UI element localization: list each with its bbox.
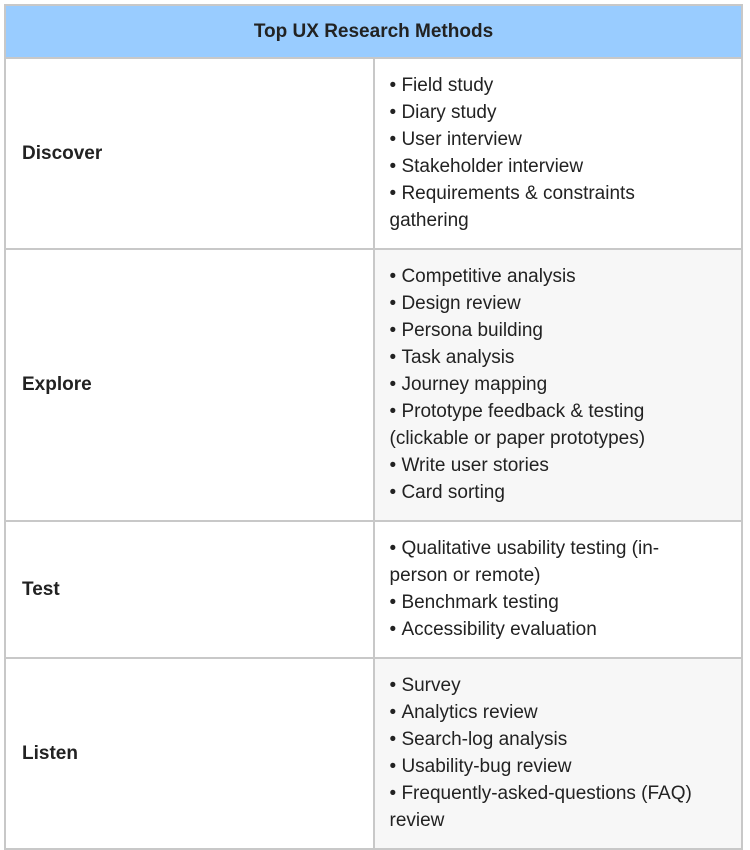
- table-title: Top UX Research Methods: [5, 5, 742, 58]
- methods-list: [374, 249, 743, 521]
- method-item: • Card sorting: [390, 479, 702, 506]
- table-header-row: [5, 5, 742, 58]
- methods-list: [374, 521, 743, 658]
- method-item: • Survey: [390, 672, 702, 699]
- stage-label: Listen: [5, 658, 374, 849]
- stage-label: Discover: [5, 58, 374, 249]
- method-item: • Stakeholder interview: [390, 153, 702, 180]
- method-item: • Usability-bug review: [390, 753, 702, 780]
- method-item: • Field study: [390, 72, 702, 99]
- stage-row-discover: [5, 58, 742, 249]
- methods-list: [374, 658, 743, 849]
- stage-row-explore: [5, 249, 742, 521]
- method-item: • User interview: [390, 126, 702, 153]
- method-item: • Task analysis: [390, 344, 702, 371]
- method-item: • Accessibility evaluation: [390, 616, 702, 643]
- stage-label: Explore: [5, 249, 374, 521]
- method-item: • Diary study: [390, 99, 702, 126]
- method-item: • Frequently-asked-questions (FAQ) review: [390, 780, 702, 834]
- method-item: • Analytics review: [390, 699, 702, 726]
- method-item: • Prototype feedback & testing (clickable or paper prototypes): [390, 398, 702, 452]
- method-item: • Requirements & constraints gathering: [390, 180, 702, 234]
- method-item: • Design review: [390, 290, 702, 317]
- method-item: • Search-log analysis: [390, 726, 702, 753]
- method-item: • Journey mapping: [390, 371, 702, 398]
- ux-methods-table: [4, 4, 743, 850]
- method-item: • Benchmark testing: [390, 589, 702, 616]
- stage-row-test: [5, 521, 742, 658]
- method-item: • Qualitative usability testing (in-person or remote): [390, 535, 702, 589]
- method-item: • Competitive analysis: [390, 263, 702, 290]
- stage-label: Test: [5, 521, 374, 658]
- method-item: • Write user stories: [390, 452, 702, 479]
- stage-row-listen: [5, 658, 742, 849]
- method-item: • Persona building: [390, 317, 702, 344]
- methods-list: [374, 58, 743, 249]
